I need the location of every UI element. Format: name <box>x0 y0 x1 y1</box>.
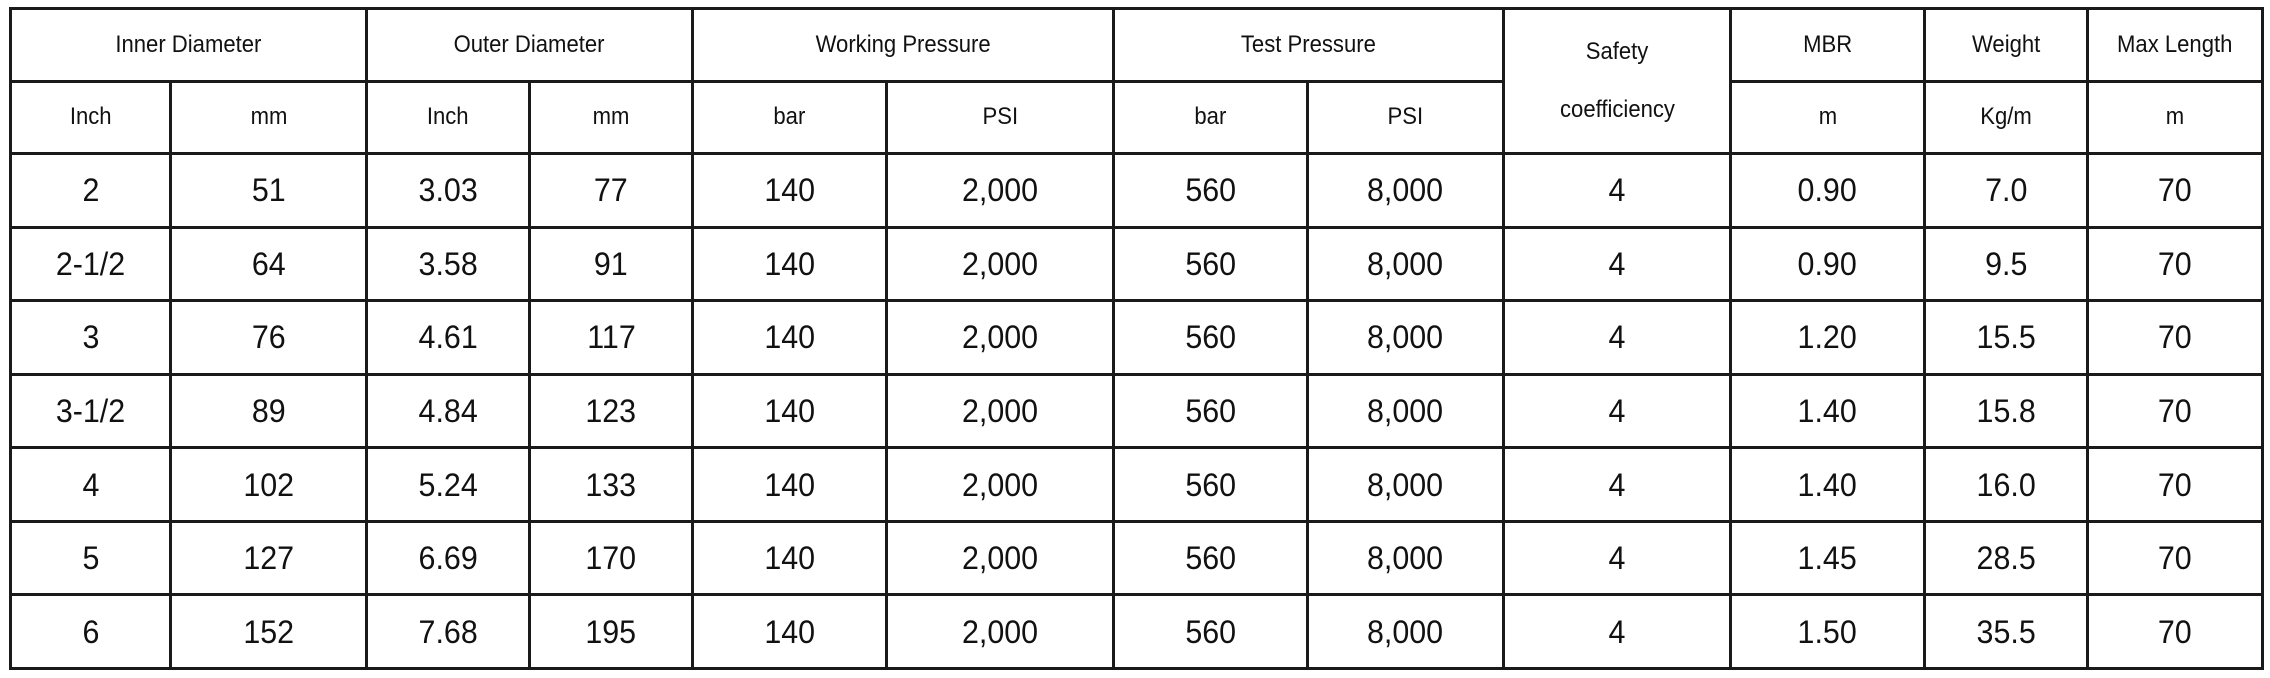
cell-value: 2 <box>82 172 99 209</box>
cell-value: 102 <box>243 466 294 503</box>
cell-value: 70 <box>2158 172 2192 209</box>
cell-weight <box>1925 521 2088 595</box>
unit-od-inch: Inch <box>367 81 530 154</box>
cell-wp-bar <box>693 448 887 522</box>
unit-tp-psi: PSI <box>1308 81 1504 154</box>
cell-value: 560 <box>1185 540 1236 577</box>
cell-od-mm <box>530 301 693 375</box>
unit-weight: Kg/m <box>1925 81 2088 154</box>
cell-mbr <box>1731 521 1925 595</box>
cell-value: 8,000 <box>1367 466 1444 503</box>
cell-id-mm <box>171 154 367 228</box>
header-row-units <box>11 81 2263 154</box>
cell-value: 64 <box>251 245 286 282</box>
cell-value: 140 <box>764 466 815 503</box>
cell-tp-bar <box>1114 301 1308 375</box>
cell-value: 2,000 <box>961 319 1039 356</box>
cell-value: 7.0 <box>1984 172 2028 209</box>
cell-value: 5.24 <box>418 466 478 503</box>
cell-od-mm <box>530 154 693 228</box>
cell-od-inch <box>367 227 530 301</box>
cell-safety <box>1504 448 1731 522</box>
cell-tp-psi <box>1308 154 1504 228</box>
cell-wp-psi <box>887 521 1114 595</box>
cell-value: 560 <box>1185 393 1236 429</box>
cell-od-mm <box>530 374 693 448</box>
cell-wp-bar <box>693 374 887 448</box>
cell-od-mm <box>530 521 693 595</box>
table-row <box>11 154 2263 228</box>
cell-safety <box>1504 227 1731 301</box>
cell-value: 1.45 <box>1797 540 1858 577</box>
cell-id-mm <box>171 521 367 595</box>
cell-value: 4 <box>1608 540 1626 577</box>
cell-max-length <box>2088 595 2263 669</box>
header-safety-coefficiency <box>1504 9 1731 154</box>
cell-value: 15.5 <box>1976 319 2036 356</box>
cell-value: 51 <box>251 172 286 209</box>
cell-id-inch <box>11 595 171 669</box>
cell-mbr <box>1731 448 1925 522</box>
cell-value: 2,000 <box>961 245 1039 282</box>
cell-value: 70 <box>2158 245 2192 282</box>
cell-value: 560 <box>1185 466 1236 503</box>
cell-value: 4 <box>1608 319 1626 356</box>
cell-value: 35.5 <box>1976 613 2036 650</box>
cell-wp-psi <box>887 595 1114 669</box>
cell-id-inch <box>11 374 171 448</box>
cell-tp-bar <box>1114 595 1308 669</box>
cell-tp-psi <box>1308 227 1504 301</box>
hose-spec-table <box>9 7 2264 670</box>
cell-value: 6.69 <box>418 540 478 577</box>
cell-od-mm <box>530 227 693 301</box>
table-row <box>11 374 2263 448</box>
cell-value: 8,000 <box>1367 319 1444 356</box>
cell-safety <box>1504 301 1731 375</box>
cell-value: 4.61 <box>418 319 478 356</box>
cell-od-inch <box>367 374 530 448</box>
cell-value: 2,000 <box>961 466 1039 503</box>
cell-value: 4 <box>1608 245 1626 282</box>
cell-max-length <box>2088 448 2263 522</box>
cell-value: 170 <box>585 540 637 577</box>
cell-max-length <box>2088 301 2263 375</box>
header-outer-diameter: Outer Diameter <box>367 9 693 82</box>
cell-weight <box>1925 595 2088 669</box>
header-safety-line2: coefficiency <box>1559 96 1675 124</box>
cell-wp-bar <box>693 227 887 301</box>
cell-value: 560 <box>1185 172 1236 209</box>
cell-od-inch <box>367 301 530 375</box>
cell-od-inch <box>367 521 530 595</box>
cell-mbr <box>1731 154 1925 228</box>
cell-value: 70 <box>2158 540 2192 577</box>
cell-value: 560 <box>1185 319 1236 356</box>
cell-wp-psi <box>887 154 1114 228</box>
cell-max-length <box>2088 227 2263 301</box>
unit-wp-psi: PSI <box>887 81 1114 154</box>
table-body <box>11 154 2263 669</box>
header-test-pressure: Test Pressure <box>1114 9 1504 82</box>
cell-value: 2-1/2 <box>55 245 126 282</box>
cell-value: 4 <box>1608 172 1626 209</box>
cell-safety <box>1504 595 1731 669</box>
cell-value: 1.40 <box>1797 466 1858 503</box>
cell-value: 28.5 <box>1976 540 2036 577</box>
cell-max-length <box>2088 521 2263 595</box>
cell-id-inch <box>11 521 171 595</box>
cell-value: 9.5 <box>1984 245 2028 282</box>
cell-value: 4 <box>1608 466 1626 503</box>
cell-id-mm <box>171 595 367 669</box>
cell-value: 140 <box>764 319 815 356</box>
cell-max-length <box>2088 374 2263 448</box>
table-row <box>11 448 2263 522</box>
cell-id-inch <box>11 227 171 301</box>
cell-value: 140 <box>764 393 815 429</box>
unit-mbr: m <box>1731 81 1925 154</box>
cell-value: 4 <box>1608 613 1626 650</box>
cell-id-mm <box>171 227 367 301</box>
cell-value: 3 <box>82 319 99 356</box>
cell-value: 70 <box>2158 613 2192 650</box>
cell-value: 0.90 <box>1797 245 1858 282</box>
cell-tp-bar <box>1114 521 1308 595</box>
cell-value: 1.40 <box>1797 393 1858 429</box>
cell-value: 2,000 <box>961 172 1039 209</box>
cell-value: 140 <box>764 613 815 650</box>
cell-value: 4 <box>82 466 99 503</box>
cell-tp-bar <box>1114 154 1308 228</box>
header-weight: Weight <box>1925 9 2088 82</box>
header-row-titles <box>11 9 2263 82</box>
cell-safety <box>1504 521 1731 595</box>
cell-wp-psi <box>887 227 1114 301</box>
cell-value: 123 <box>585 393 637 429</box>
header-working-pressure: Working Pressure <box>693 9 1114 82</box>
cell-safety <box>1504 154 1731 228</box>
cell-value: 8,000 <box>1367 613 1444 650</box>
cell-od-inch <box>367 448 530 522</box>
cell-value: 4.84 <box>418 393 478 429</box>
cell-value: 4 <box>1608 393 1626 429</box>
cell-value: 76 <box>251 319 286 356</box>
cell-value: 560 <box>1185 613 1236 650</box>
cell-tp-psi <box>1308 595 1504 669</box>
cell-value: 2,000 <box>961 540 1039 577</box>
cell-mbr <box>1731 301 1925 375</box>
cell-weight <box>1925 448 2088 522</box>
cell-value: 7.68 <box>418 613 478 650</box>
cell-id-mm <box>171 301 367 375</box>
cell-value: 5 <box>82 540 99 577</box>
cell-value: 1.50 <box>1797 613 1858 650</box>
cell-value: 3-1/2 <box>55 393 126 429</box>
cell-tp-bar <box>1114 374 1308 448</box>
cell-tp-psi <box>1308 374 1504 448</box>
cell-value: 8,000 <box>1367 393 1444 429</box>
cell-od-inch <box>367 154 530 228</box>
cell-value: 70 <box>2158 319 2192 356</box>
cell-value: 77 <box>594 172 628 209</box>
cell-value: 3.58 <box>418 245 478 282</box>
header-mbr: MBR <box>1731 9 1925 82</box>
hose-spec-table-wrapper <box>9 7 2261 670</box>
cell-wp-psi <box>887 374 1114 448</box>
cell-od-mm <box>530 595 693 669</box>
cell-id-inch <box>11 301 171 375</box>
cell-weight <box>1925 154 2088 228</box>
cell-value: 6 <box>82 613 99 650</box>
cell-value: 152 <box>243 613 294 650</box>
header-safety-line1: Safety <box>1585 38 1649 65</box>
cell-mbr <box>1731 595 1925 669</box>
cell-value: 91 <box>594 245 628 282</box>
cell-mbr <box>1731 374 1925 448</box>
cell-tp-psi <box>1308 301 1504 375</box>
cell-value: 2,000 <box>961 613 1039 650</box>
cell-value: 140 <box>764 245 815 282</box>
cell-wp-psi <box>887 301 1114 375</box>
cell-value: 70 <box>2158 466 2192 503</box>
cell-value: 133 <box>585 466 637 503</box>
cell-value: 195 <box>585 613 637 650</box>
cell-id-inch <box>11 154 171 228</box>
cell-value: 15.8 <box>1976 393 2036 429</box>
cell-value: 89 <box>251 393 286 429</box>
cell-mbr <box>1731 227 1925 301</box>
unit-id-mm: mm <box>171 81 367 154</box>
unit-id-inch: Inch <box>11 81 171 154</box>
cell-weight <box>1925 227 2088 301</box>
cell-value: 3.03 <box>418 172 478 209</box>
cell-value: 8,000 <box>1367 245 1444 282</box>
cell-max-length <box>2088 154 2263 228</box>
header-max-length: Max Length <box>2088 9 2263 82</box>
cell-weight <box>1925 301 2088 375</box>
cell-wp-psi <box>887 448 1114 522</box>
unit-wp-bar: bar <box>693 81 887 154</box>
table-row <box>11 521 2263 595</box>
unit-max-length: m <box>2088 81 2263 154</box>
cell-tp-bar <box>1114 448 1308 522</box>
table-row <box>11 301 2263 375</box>
cell-value: 560 <box>1185 245 1236 282</box>
cell-id-mm <box>171 374 367 448</box>
cell-value: 117 <box>586 319 636 356</box>
header-inner-diameter: Inner Diameter <box>11 9 367 82</box>
cell-od-inch <box>367 595 530 669</box>
unit-tp-bar: bar <box>1114 81 1308 154</box>
cell-wp-bar <box>693 595 887 669</box>
cell-id-inch <box>11 448 171 522</box>
cell-value: 16.0 <box>1976 466 2036 503</box>
cell-value: 8,000 <box>1367 540 1444 577</box>
cell-wp-bar <box>693 154 887 228</box>
cell-tp-psi <box>1308 521 1504 595</box>
cell-value: 0.90 <box>1797 172 1858 209</box>
cell-tp-bar <box>1114 227 1308 301</box>
cell-od-mm <box>530 448 693 522</box>
table-row <box>11 595 2263 669</box>
cell-id-mm <box>171 448 367 522</box>
cell-safety <box>1504 374 1731 448</box>
cell-wp-bar <box>693 521 887 595</box>
cell-weight <box>1925 374 2088 448</box>
cell-value: 127 <box>243 540 294 577</box>
cell-value: 2,000 <box>961 393 1039 429</box>
cell-value: 140 <box>764 540 815 577</box>
cell-value: 140 <box>764 172 815 209</box>
cell-value: 1.20 <box>1797 319 1858 356</box>
cell-value: 8,000 <box>1367 172 1444 209</box>
cell-value: 70 <box>2158 393 2192 429</box>
unit-od-mm: mm <box>530 81 693 154</box>
cell-tp-psi <box>1308 448 1504 522</box>
cell-wp-bar <box>693 301 887 375</box>
table-row <box>11 227 2263 301</box>
